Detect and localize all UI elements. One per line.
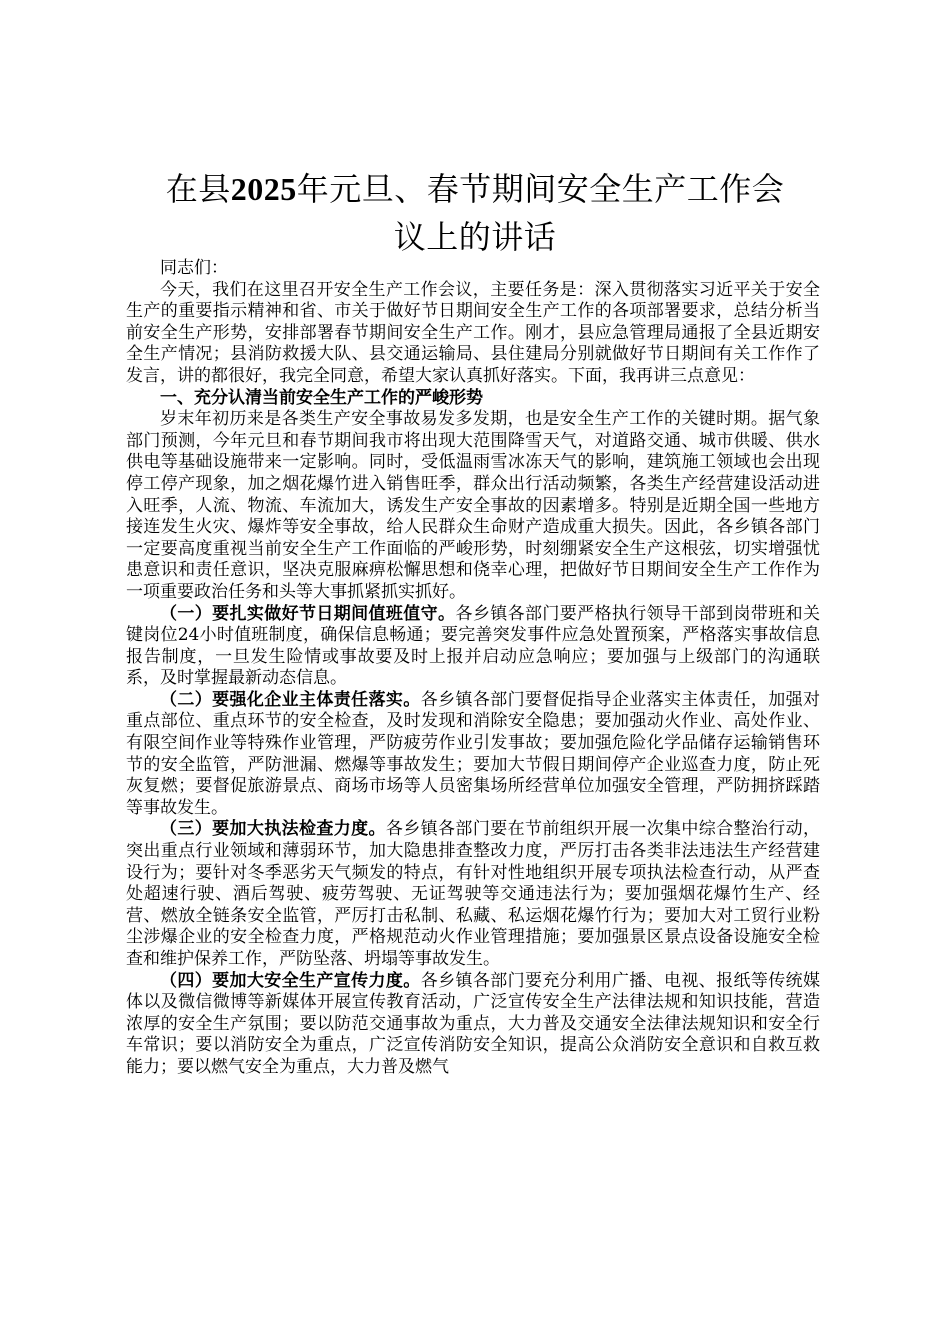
item-lead-4: （四）要加大安全生产宣传力度。 (160, 970, 421, 991)
title-year: 2025 (230, 171, 297, 207)
title-line2: 议上的讲话 (393, 218, 557, 256)
document-body (126, 258, 820, 1079)
item-lead-2: （二）要强化企业主体责任落实。 (160, 689, 421, 710)
intro-paragraph: 今天，我们在这里召开安全生产工作会议，主要任务是：深入贯彻落实习近平关于安全生产的重要指示精神和省、市关于做好节日期间安全生产工作的各项部署要求，总结分析当前安全生产形势，安排部署春节期间安全生产工作。刚才，县应急管理局通报了全县近期安全生产情况；县消防救援大队、县交通运输局、县住建局分别就做好节日期间有关工作作了发言，讲的都很好，我完全同意，希望大家认真抓好落实。下面，我再讲三点意见： (126, 279, 820, 386)
item-paragraph-1 (126, 604, 820, 690)
item-text-3: 各乡镇各部门要在节前组织开展一次集中综合整治行动，突出重点行业领域和薄弱环节，加大隐患排查整改力度，严厉打击各类非法违法生产经营建设行为；要针对冬季恶劣天气频发的特点，有针对性地组织开展专项执法检查行动，从严查处超速行驶、酒后驾驶、疲劳驾驶、无证驾驶等交通违法行为；要加强烟花爆竹生产、经营、燃放全链条安全监管，严厉打击私制、私藏、私运烟花爆竹行为；要加大对工贸行业粉尘涉爆企业的安全检查力度，严格规范动火作业管理措施；要加强景区景点设备设施安全检查和维护保养工作，严防坠落、坍塌等事故发生。 (126, 819, 821, 969)
item-lead-1: （一）要扎实做好节日期间值班值守。 (160, 603, 456, 624)
document-title (130, 165, 820, 261)
item-text-2: 各乡镇各部门要督促指导企业落实主体责任，加强对重点部位、重点环节的安全检查，及时发现和消除安全隐患；要加强动火作业、高处作业、有限空间作业等特殊作业管理，严防疲劳作业引发事故；要加强危险化学品储存运输销售环节的安全监管，严防泄漏、燃爆等事故发生；要加大节假日期间停产企业巡查力度，防止死灰复燃；要督促旅游景点、商场市场等人员密集场所经营单位加强安全管理，严防拥挤踩踏等事故发生。 (126, 689, 821, 818)
item-text-1: 各乡镇各部门要严格执行领导干部到岗带班和关键岗位24小时值班制度，确保信息畅通；要完善突发事件应急处置预案，严格落实事故信息报告制度，一旦发生险情或事故要及时上报并启动应急响应；要加强与上级部门的沟通联系，及时掌握最新动态信息。 (126, 603, 821, 689)
item-text-4: 各乡镇各部门要充分利用广播、电视、报纸等传统媒体以及微信微博等新媒体开展宣传教育活动，广泛宣传安全生产法律法规和知识技能，营造浓厚的安全生产氛围；要以防范交通事故为重点，大力普及交通安全法律法规知识和安全行车常识；要以消防安全为重点，广泛宣传消防安全知识，提高公众消防安全意识和自救互救能力；要以燃气安全为重点，大力普及燃气 (126, 970, 821, 1077)
title-prefix: 在县 (165, 170, 231, 208)
title-line1-suffix: 年元旦、春节期间安全生产工作会 (296, 170, 785, 208)
item-paragraph-2 (126, 690, 820, 820)
item-paragraph-3 (126, 819, 820, 970)
section1-heading: 一、充分认清当前安全生产工作的严峻形势 (160, 387, 483, 408)
item-lead-3: （三）要加大执法检查力度。 (160, 819, 386, 840)
item-paragraph-4 (126, 971, 820, 1079)
section1-paragraph: 岁末年初历来是各类生产安全事故易发多发期，也是安全生产工作的关键时期。据气象部门预测，今年元旦和春节期间我市将出现大范围降雪天气，对道路交通、城市供暖、供水供电等基础设施带来一定影响。同时，受低温雨雪冰冻天气的影响，建筑施工领域也会出现停工停产现象，加之烟花爆竹进入销售旺季，群众出行活动频繁，各类生产经营建设活动进入旺季，人流、物流、车流加大，诱发生产安全事故的因素增多。特别是近期全国一些地方接连发生火灾、爆炸等安全事故，给人民群众生命财产造成重大损失。因此，各乡镇各部门一定要高度重视当前安全生产工作面临的严峻形势，时刻绷紧安全生产这根弦，切实增强忧患意识和责任意识，坚决克服麻痹松懈思想和侥幸心理，把做好节日期间安全生产工作作为一项重要政治任务和头等大事抓紧抓实抓好。 (126, 409, 820, 602)
salutation: 同志们： (160, 258, 228, 278)
